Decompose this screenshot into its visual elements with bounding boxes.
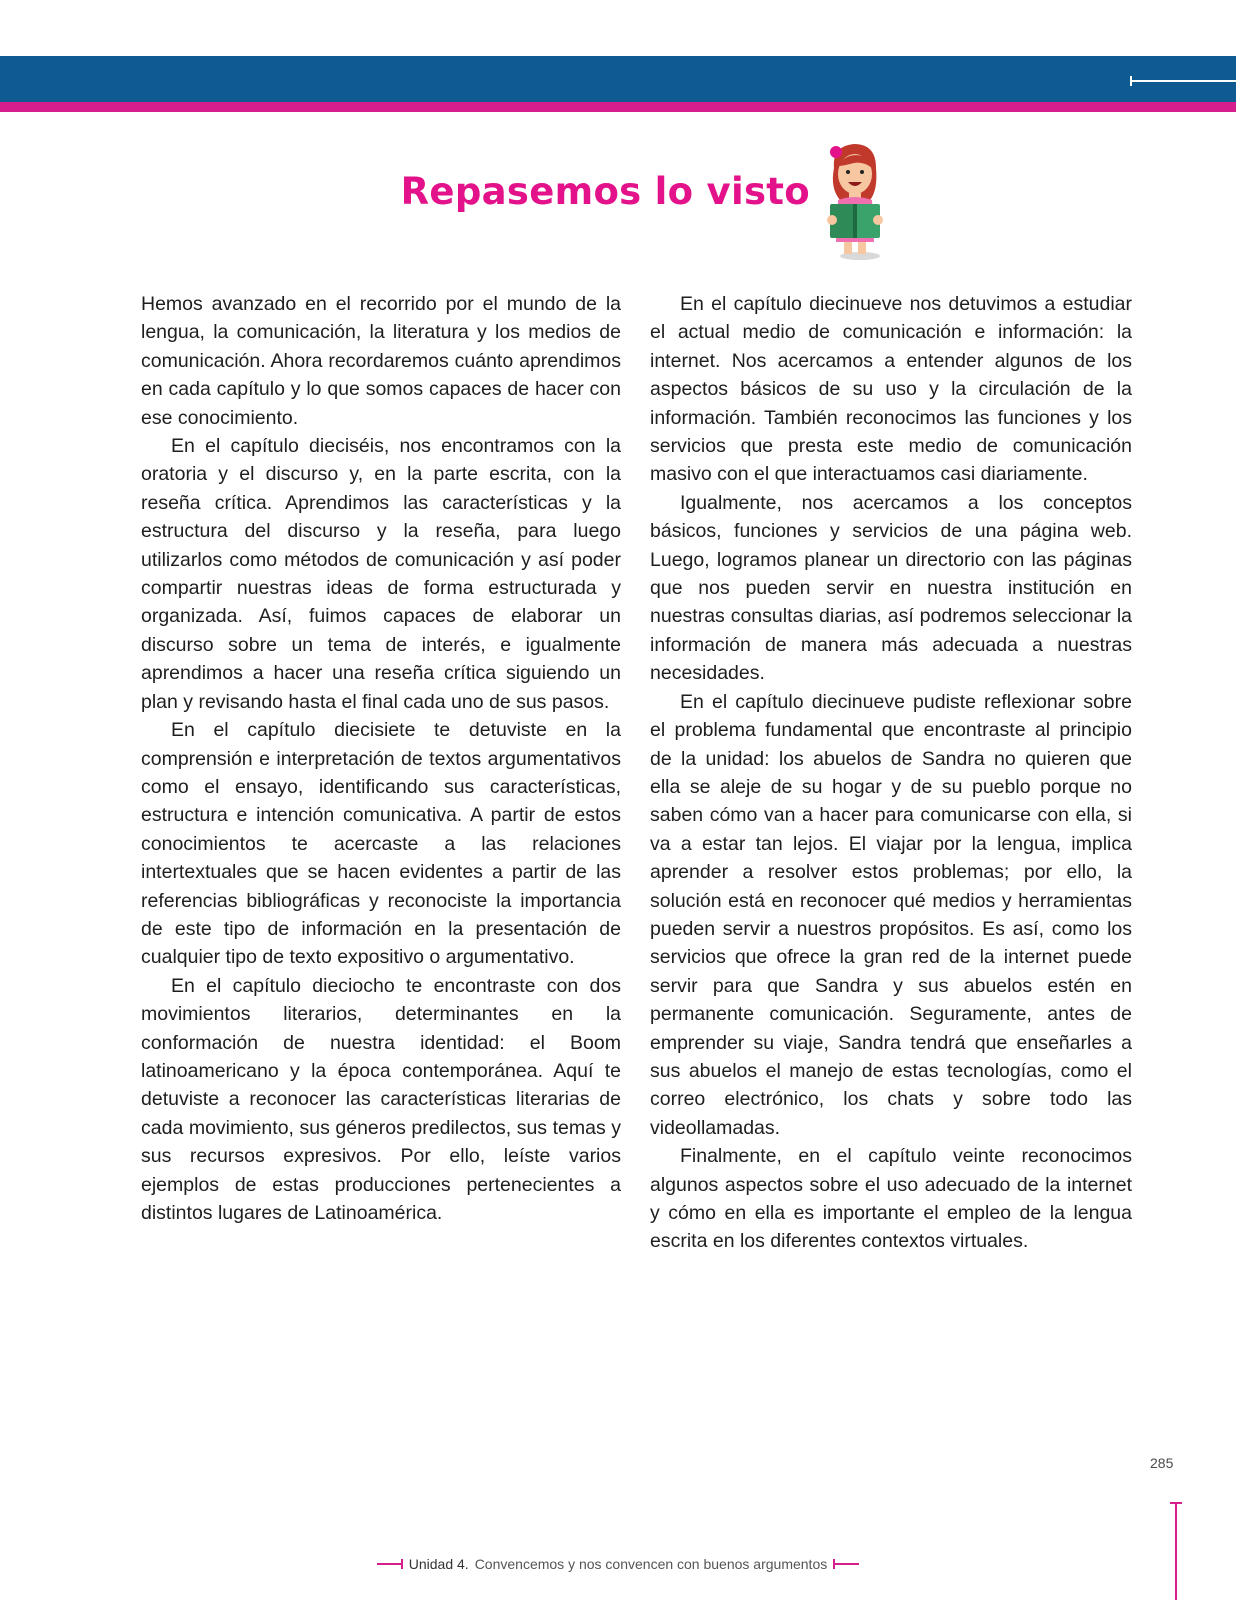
girl-reading-book-icon (816, 138, 894, 262)
header-tick-line (1130, 80, 1236, 82)
paragraph-chapter-20: Finalmente, en el capítulo veinte reconocimos algunos aspectos sobre el uso adecuado de la internet y cómo en ella es importante el empleo de la lengua escrita en los diferentes contextos virtuales. (650, 1145, 1132, 1253)
page-title: Repasemos lo visto (400, 170, 810, 213)
paragraph-chapter-17: En el capítulo diecisiete te detuviste en la comprensión e interpretación de textos argumentativos como el ensayo, identificando sus características, estructura e intención comunicativa. A partir de estos conocimientos te acercaste a las relaciones intertextuales que se hacen evidentes a partir de las referencias bibliográficas y reconociste la importancia de este tipo de información en la presentación de cualquier tipo de texto expositivo o argumentativo. (141, 719, 621, 969)
paragraph-chapter-16: En el capítulo dieciséis, nos encontramos con la oratoria y el discurso y, en la parte escrita, con la reseña crítica. Aprendimos las características y la estructura del discurso y la reseña, para luego utilizarlos como métodos de comunicación y así poder compartir nuestras ideas de forma estructurada y organizada. Así, fuimos capaces de elaborar un discurso sobre un tema de interés, e igualmente aprendimos a hacer una reseña crítica siguiendo un plan y revisando hasta el final cada uno de sus pasos. (141, 435, 621, 713)
page-footer (0, 1552, 1236, 1576)
page-edge-rule (1175, 1502, 1177, 1600)
paragraph-chapter-18: En el capítulo dieciocho te encontraste con dos movimientos literarios, determinantes en la conformación de nuestra identidad: el Boom latinoamericano y la época contemporánea. Aquí te detuviste a reconocer las características literarias de cada movimiento, sus géneros predilectos, sus temas y sus recursos expresivos. Por ello, leíste varios ejemplos de estas producciones pertenecientes a distintos lugares de Latinoamérica. (141, 974, 621, 1224)
paragraph-reflection: En el capítulo diecinueve pudiste reflexionar sobre el problema fundamental que encontraste al principio de la unidad: los abuelos de Sandra no quieren que ella se aleje de su hogar y de su pueblo porque no saben cómo van a hacer para comunicarse con ella, si va a estar tan lejos. El viajar por la lengua, implica aprender a resolver estos problemas; por ello, la solución está en reconocer qué medios y herramientas pueden servir a nuestros propósitos. Es así, como los servicios que ofrece la gran red de la internet puede servir para que Sandra y sus abuelos estén en permanente comunicación. Seguramente, antes de emprender su viaje, Sandra tendrá que enseñarles a sus abuelos el manejo de estas tecnologías, como el correo electrónico, los chats y sobre todo las videollamadas. (650, 690, 1132, 1139)
paragraph-intro: Hemos avanzado en el recorrido por el mundo de la lengua, la comunicación, la literatura y los medios de comunicación. Ahora recordaremos cuánto aprendimos en cada capítulo y lo que somos capaces de hacer con ese conocimiento. (141, 293, 621, 429)
footer-unit-label: Unidad 4. (408, 1556, 469, 1572)
footer-rule-right (833, 1563, 859, 1565)
footer-rule-left (377, 1563, 403, 1565)
page-number: 285 (1150, 1455, 1174, 1471)
header-tick-cap (1130, 76, 1132, 86)
paragraph-chapter-19: En el capítulo diecinueve nos detuvimos a estudiar el actual medio de comunicación e información: la internet. Nos acercamos a entender algunos de los aspectos básicos de su uso y la circulación de la información. También reconocimos las funciones y los servicios que presta este medio de comunicación masivo con el que interactuamos casi diariamente. (650, 293, 1132, 486)
header-stripe (0, 102, 1236, 112)
left-text-column (141, 290, 621, 1227)
page-edge-rule-cap (1170, 1502, 1182, 1504)
paragraph-web-page: Igualmente, nos acercamos a los conceptos básicos, funciones y servicios de una página web. Luego, logramos planear un directorio con las páginas que nos pueden servir en nuestra institución en nuestras consultas diarias, así podremos seleccionar la información de manera más adecuada a nuestras necesidades. (650, 491, 1132, 685)
header-band (0, 56, 1236, 102)
footer-unit-title: Convencemos y nos convencen con buenos argumentos (474, 1556, 828, 1572)
right-text-column (650, 290, 1132, 1256)
